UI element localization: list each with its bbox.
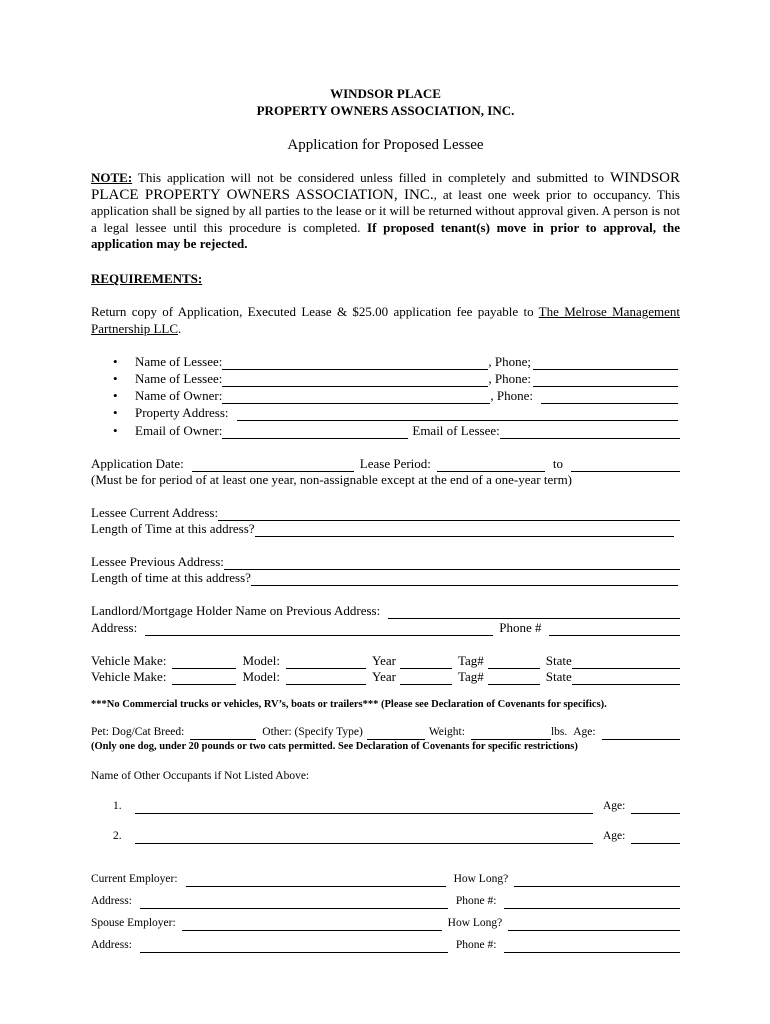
vehicle1-model-label: Model: [242,653,281,668]
lease-row [91,456,680,472]
previous-length-field[interactable] [251,573,678,586]
pet-breed-label: Pet: Dog/Cat Breed: [91,726,185,738]
pet-lbs-label: lbs. [550,726,568,738]
current-length-field[interactable] [255,524,674,537]
spouse-how-long-label: How Long? [447,917,503,929]
vehicle1-model-field[interactable] [286,656,366,669]
current-address-row [91,505,680,521]
current-address-field[interactable] [218,508,680,521]
vehicle1-state-field[interactable] [572,656,680,669]
spouse-employer-field[interactable] [182,918,442,931]
spouse-address-row [91,937,680,953]
spouse-phone-field[interactable] [504,940,680,953]
landlord-field[interactable] [388,606,680,619]
lessee1-label: Name of Lessee: [135,354,223,369]
property-field[interactable] [237,408,678,421]
pet-other-label: Other: (Specify Type) [262,726,363,738]
spouse-how-long-field[interactable] [508,918,680,931]
app-date-field[interactable] [192,459,354,472]
email-owner-field[interactable] [222,426,408,439]
previous-address-label: Lessee Previous Address: [91,554,224,569]
lease-note: (Must be for period of at least one year, non-assignable except at the end of a one-year term) [91,472,573,487]
vehicle1-state-label: State [545,653,572,668]
org-name-line1: WINDSOR PLACE [330,86,441,101]
spouse-phone-label: Phone #: [455,939,497,951]
vehicle1-row [91,653,680,669]
requirements-heading: REQUIREMENTS: [91,271,203,286]
employer-phone-field[interactable] [504,896,680,909]
current-length-row [91,521,680,537]
vehicle-restriction-note: ***No Commercial trucks or vehicles, RV’s, boats or trailers*** (Please see Declaration of Covenants for specifics). [91,699,607,710]
phone2-label: , Phone: [488,371,531,386]
current-employer-row [91,871,680,887]
requirements-text: Return copy of Application, Executed Lease & $25.00 application fee payable to [91,304,539,319]
lessee2-row: • Name of Lessee: , Phone: [113,371,680,387]
current-how-long-label: How Long? [453,873,509,885]
note-org-name: WINDSOR PLACE PROPERTY OWNERS ASSOCIATION, INC. [91,170,680,203]
phone1-label: , Phone; [488,354,531,369]
property-label: Property Address: [135,405,229,420]
pet-restriction-note: (Only one dog, under 20 pounds or two cats permitted. See Declaration of Covenants for specific restrictions) [91,741,578,752]
pet-other-field[interactable] [367,727,425,740]
occupant1-row [91,798,680,814]
spouse-employer-row [91,915,680,931]
occupant1-age-label: Age: [603,800,626,812]
occupant2-age-label: Age: [603,830,626,842]
vehicle2-make-field[interactable] [172,672,236,685]
owner-label: Name of Owner: [135,388,223,403]
owner-row: • Name of Owner: , Phone: [113,388,680,404]
current-length-label: Length of Time at this address? [91,521,255,536]
occupant1-field[interactable] [135,801,593,814]
vehicle2-state-label: State [545,669,572,684]
pet-weight-label: Weight: [428,726,465,738]
vehicle1-year-label: Year [372,653,396,668]
current-employer-field[interactable] [186,874,446,887]
requirements-paragraph [91,304,680,337]
note-paragraph [91,170,680,253]
landlord-phone-field[interactable] [549,623,680,636]
vehicle2-model-field[interactable] [286,672,366,685]
vehicle2-tag-field[interactable] [488,672,540,685]
note-warning: If proposed tenant(s) move in prior to approval, the application may be rejected. [91,219,680,252]
previous-length-row [91,570,680,586]
occupant2-row [91,828,680,844]
current-employer-label: Current Employer: [91,873,178,885]
lease-period-label: Lease Period: [359,456,431,471]
previous-address-field[interactable] [224,557,680,570]
email-row: • Email of Owner: Email of Lessee: [113,423,680,439]
pet-breed-field[interactable] [190,727,256,740]
landlord-phone-label: Phone # [499,620,542,635]
current-address-label: Lessee Current Address: [91,505,219,520]
vehicle2-model-label: Model: [242,669,281,684]
property-row: • Property Address: [113,405,680,421]
email-lessee-field[interactable] [500,426,680,439]
employer-address-label: Address: [91,895,132,907]
phone3-label: , Phone: [490,388,533,403]
vehicle2-tag-label: Tag# [457,669,484,684]
lessee2-field[interactable] [222,374,488,387]
landlord-address-field[interactable] [145,623,493,636]
employer-phone-label: Phone #: [455,895,497,907]
spouse-employer-label: Spouse Employer: [91,917,176,929]
previous-length-label: Length of time at this address? [91,570,251,585]
vehicle1-tag-label: Tag# [457,653,484,668]
lease-end-field[interactable] [571,459,680,472]
owner-field[interactable] [222,391,490,404]
occupant2-age-field[interactable] [631,831,680,844]
vehicle2-state-field[interactable] [572,672,680,685]
vehicle1-make-label: Vehicle Make: [91,653,167,668]
lessee1-row: • Name of Lessee: , Phone; [113,354,680,370]
org-name-line2: PROPERTY OWNERS ASSOCIATION, INC. [256,103,515,118]
email-lessee-label: Email of Lessee: [412,423,500,438]
vehicle1-tag-field[interactable] [488,656,540,669]
note-label: NOTE: [91,170,133,185]
lessee2-label: Name of Lessee: [135,371,223,386]
vehicle2-make-label: Vehicle Make: [91,669,167,684]
note-text-2: , at least one week prior to occupancy. This application shall be signed by all parties to the lease or it will be returned without approval given. A person is not a legal lessee until this procedure is completed. [91,186,680,235]
phone3-field[interactable] [541,391,678,404]
email-owner-label: Email of Owner: [135,423,223,438]
spouse-address-label: Address: [91,939,132,951]
landlord-row [91,603,680,619]
pet-age-label: Age: [573,726,596,738]
employer-address-row [91,893,680,909]
previous-address-row [91,554,680,570]
pet-weight-field[interactable] [471,727,551,740]
spouse-address-field[interactable] [140,940,448,953]
note-text-1: This application will not be considered unless filled in completely and submitted to [132,170,610,185]
vehicle1-year-field[interactable] [400,656,452,669]
vehicle1-make-field[interactable] [172,656,236,669]
phone2-field[interactable] [533,374,678,387]
occupant2-field[interactable] [135,831,593,844]
current-how-long-field[interactable] [514,874,680,887]
lease-to-label: to [552,456,564,471]
requirements-payee: The Melrose Management Partnership LLC [91,304,680,336]
occupant2-number: 2. [113,830,122,842]
landlord-address-row [91,620,680,636]
vehicle2-year-label: Year [372,669,396,684]
pet-age-field[interactable] [602,727,680,740]
lessee1-field[interactable] [222,357,488,370]
occupant1-number: 1. [113,800,122,812]
employer-address-field[interactable] [140,896,448,909]
vehicle2-year-field[interactable] [400,672,452,685]
landlord-label: Landlord/Mortgage Holder Name on Previous Address: [91,603,381,618]
landlord-address-label: Address: [91,620,138,635]
occupant1-age-field[interactable] [631,801,680,814]
vehicle2-row [91,669,680,685]
app-date-label: Application Date: [91,456,184,471]
form-title: Application for Proposed Lessee [287,137,484,153]
pet-row [91,724,680,740]
phone1-field[interactable] [533,357,678,370]
occupants-label: Name of Other Occupants if Not Listed Above: [91,770,310,782]
requirements-end: . [178,320,182,336]
lease-start-field[interactable] [437,459,545,472]
